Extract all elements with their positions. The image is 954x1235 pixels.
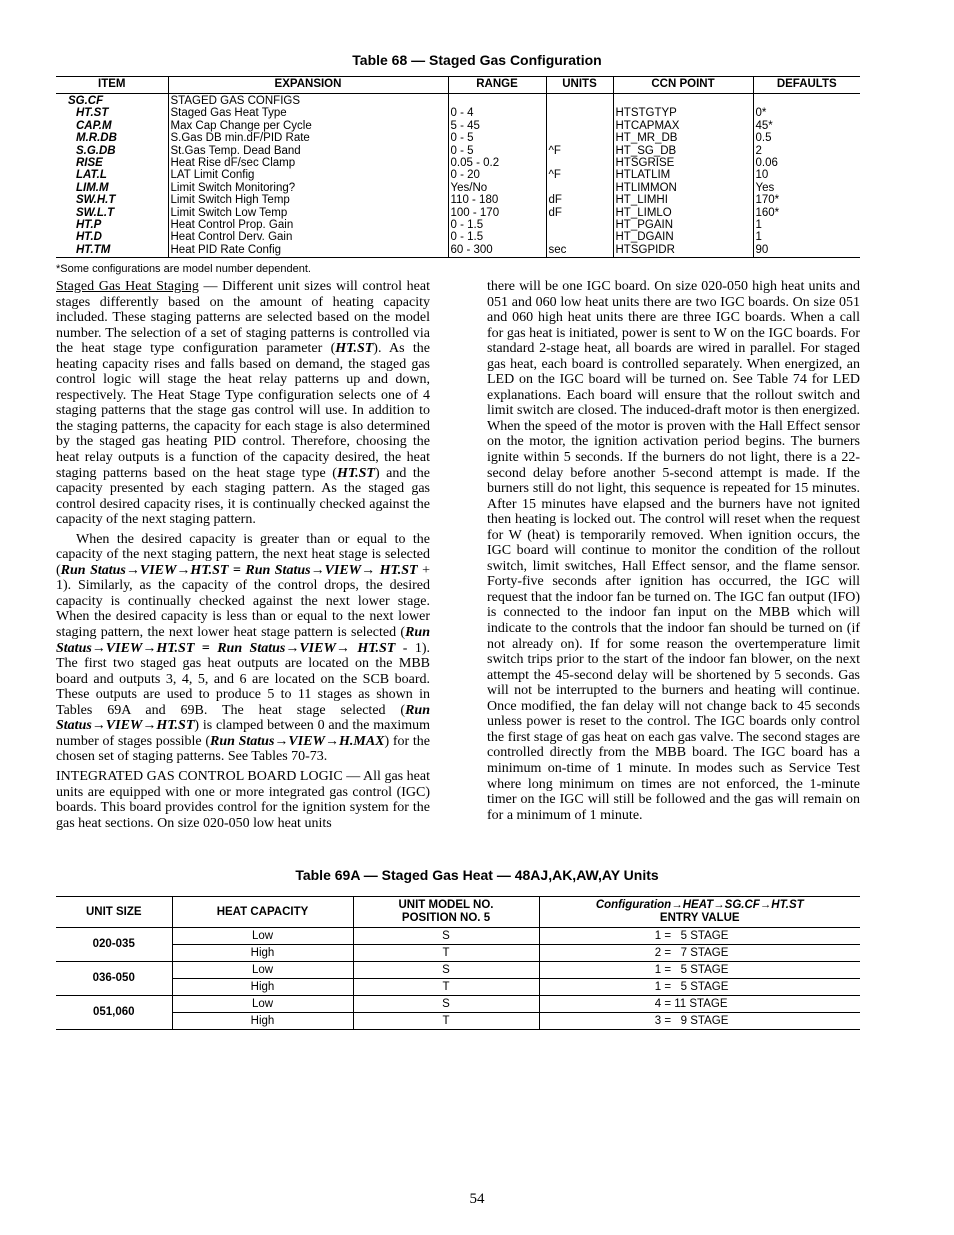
item-code: LIM.M: [76, 181, 109, 194]
header-range: RANGE: [448, 77, 546, 94]
table-row: CAP.M Max Cap Change per Cycle 5 - 45 HTCAPMAX 45*: [56, 120, 860, 132]
table-row: LIM.M Limit Switch Monitoring? Yes/No HTLIMMON Yes: [56, 182, 860, 194]
unit-size-cell: 051,060: [56, 996, 172, 1030]
table-row: 020-035 Low S 1 = 5 STAGE: [56, 928, 860, 945]
paragraph-igc-logic: INTEGRATED GAS CONTROL BOARD LOGIC — All gas heat units are equipped with one or more integrated gas control (IGC) boards. This board provides control for the ignition system for the gas heat sections. On size 020-050 low heat units: [56, 768, 430, 831]
header-entry-value: Configuration→HEAT→SG.CF→HT.ST ENTRY VALUE: [539, 897, 860, 928]
item-code: S.G.DB: [76, 144, 116, 157]
parameter-path: Run Status→VIEW→HT.ST = Run Status→VIEW→ HT.ST: [56, 625, 430, 656]
page-number: 54: [469, 1191, 485, 1207]
table-row: High T 2 = 7 STAGE: [56, 945, 860, 962]
header-defaults: DEFAULTS: [753, 77, 860, 94]
table-68: [56, 76, 860, 258]
parameter-path: Run Status→VIEW→HT.ST: [56, 702, 430, 734]
header-ccn-point: CCN POINT: [613, 77, 753, 94]
unit-size-cell: 020-035: [56, 928, 172, 962]
table-68-header-row: [56, 77, 860, 94]
header-model-position: UNIT MODEL NO. POSITION NO. 5: [353, 897, 539, 928]
item-code: RISE: [76, 157, 103, 170]
item-code: HT.P: [76, 219, 102, 232]
table-row: HT.ST Staged Gas Heat Type 0 - 4 HTSTGTYP 0*: [56, 107, 860, 119]
item-code: HT.TM: [56, 244, 168, 258]
item-code: SW.H.T: [76, 194, 116, 207]
table-row: High T 3 = 9 STAGE: [56, 1013, 860, 1030]
table-68-footnote: *Some configurations are model number dependent.: [56, 263, 311, 275]
table-row: SG.CF STAGED GAS CONFIGS: [56, 94, 860, 108]
table-row: M.R.DB S.Gas DB min.dF/PID Rate 0 - 5 HT_MR_DB 0.5: [56, 132, 860, 144]
table-row: HT.D Heat Control Derv. Gain 0 - 1.5 HT_DGAIN 1: [56, 231, 860, 243]
item-code: HT.ST: [76, 107, 109, 120]
left-text-column: [56, 279, 430, 835]
table-row: 051,060 Low S 4 = 11 STAGE: [56, 996, 860, 1013]
section-heading: Staged Gas Heat Staging: [56, 279, 199, 294]
parameter-ref: HT.ST: [336, 465, 375, 481]
unit-size-cell: 036-050: [56, 962, 172, 996]
table-row: RISE Heat Rise dF/sec Clamp 0.05 - 0.2 HTSGRISE 0.06: [56, 157, 860, 169]
table-row: HT.TM Heat PID Rate Config 60 - 300 sec HTSGPIDR 90: [56, 244, 860, 258]
table-69a-header-row: [56, 897, 860, 928]
item-code: HT.D: [76, 231, 102, 244]
item-code: SG.CF: [68, 95, 104, 107]
parameter-path: Run Status→VIEW→HT.ST = Run Status→VIEW→ HT.ST: [60, 562, 418, 578]
table-68-title: Table 68 — Staged Gas Configuration: [352, 52, 602, 68]
table-row: HT.P Heat Control Prop. Gain 0 - 1.5 HT_PGAIN 1: [56, 219, 860, 231]
parameter-ref: HT.ST: [335, 341, 374, 357]
table-row: 036-050 Low S 1 = 5 STAGE: [56, 962, 860, 979]
right-text-column: [487, 279, 860, 827]
header-item: ITEM: [56, 77, 168, 94]
item-code: SW.L.T: [76, 206, 115, 219]
header-heat-capacity: HEAT CAPACITY: [172, 897, 353, 928]
header-expansion: EXPANSION: [168, 77, 448, 94]
paragraph-igc-continued: there will be one IGC board. On size 020-050 high heat units and 051 and 060 low heat units there are two IGC boards. On size 051 and 060 high heat units there are three IGC boards. When a call for gas heat is initiated, power is sent to W on the IGC boards. For standard 2-stage heat, all boards are wired in parallel. For staged gas heat, each board is controlled separately. When energized, an LED on the IGC board will be turned on. See Table 74 for LED explanations. Each board will ensure that the rollout switch and limit switch are closed. The induced-draft motor is then energized. When the speed of the motor is proven with the Hall Effect sensor on the motor, the ignition activation period begins. The burners ignite within 5 seconds. If the burners do not light, there is a 22-second delay before another 5-second attempt is made. If the burners still do not light, this sequence is repeated for 15 minutes. After 15 minutes have elapsed and the burners have not ignited then heating is locked out. The control will reset when the request for W (heat) is temporarily removed. When ignition occurs, the IGC board will continue to monitor the condition of the rollout switch, limit switches, Hall Effect sensor, and the flame sensor. Forty-five seconds after ignition has occurred, the IGC will request that the indoor fan be turned on. The IGC fan output (IFO) is connected to the indoor fan input on the MBB which will indicate to the controls that the indoor fan should be turned on (if not already on). If for some reason the overtemperature limit switch trips prior to the start of the indoor fan blower, on the next attempt the 45-second delay will be shortened by 5 seconds. Gas will not be interrupted to the burners and heating will continue. Once modified, the fan delay will not change back to 45 seconds unless power is reset to the control. The IGC boards only control the first stage of gas heat on each gas valve. The second stages are controlled directly from the MBB board. The IGC board has a minimum on-time of 1 minute. In modes such as Service Test where long minimum on times are not enforced, the 1-minute timer on the IGC will still be followed and the gas will remain on for a minimum of 1 minute.: [487, 279, 860, 823]
parameter-path: Run Status→VIEW→H.MAX: [210, 733, 385, 749]
item-code: M.R.DB: [76, 132, 117, 145]
item-code: LAT.L: [76, 169, 107, 182]
paragraph-staged-gas-heat-staging: Staged Gas Heat Staging — Different unit sizes will control heat stages differently based on the amount of heating capacity included. These staging patterns are selected based on the model number. The selection of a set of staging patterns is controlled via the heat stage type configuration parameter (HT.ST). As the heating capacity rises and falls based on demand, the staged gas control logic will stage the heat relay patterns up and down, respectively. The Heat Stage Type configuration selects one of 4 staging patterns that the stage gas control will use. In addition to the staging patterns, the capacity for each stage is also determined by the staged gas heating PID control. Therefore, choosing the heat relay outputs is a function of the capacity desired, the heat staging patterns based on the heat stage type (HT.ST) and the capacity presented by each staging pattern. As the staged gas control desired capacity rises, it is continually checked against the capacity of the next staging pattern.: [56, 279, 431, 528]
table-row: LAT.L LAT Limit Config 0 - 20 ^F HTLATLIM 10: [56, 169, 860, 181]
paragraph-stage-selection: When the desired capacity is greater than or equal to the capacity of the next staging pattern, the next heat stage is selected (Run Status→VIEW→HT.ST = Run Status→VIEW→ HT.ST + 1). Similarly, as the capacity of the control drops, the desired capacity is continually checked against the next lower stage. When the desired capacity is less than or equal to the next lower staging pattern, the next lower heat stage pattern is selected (Run Status→VIEW→HT.ST = Run Status→VIEW→ HT.ST - 1). The first two staged gas heat outputs are located on the MBB board and outputs 3, 4, 5, and 6 are located on the SCB board. These outputs are used to produce 5 to 11 stages as shown in Tables 69A and 69B. The heat stage selected (Run Status→VIEW→HT.ST) is clamped between 0 and the maximum number of stages possible (Run Status→VIEW→H.MAX) for the chosen set of staging patterns. See Tables 70-73.: [56, 531, 431, 765]
item-code: CAP.M: [76, 119, 112, 132]
header-units: UNITS: [546, 77, 613, 94]
table-row: SW.L.T Limit Switch Low Temp 100 - 170 dF HT_LIMLO 160*: [56, 207, 860, 219]
table-69a: [56, 896, 860, 1030]
header-unit-size: UNIT SIZE: [56, 897, 172, 928]
table-69a-title: Table 69A — Staged Gas Heat — 48AJ,AK,AW,AY Units: [295, 867, 659, 883]
table-row: S.G.DB St.Gas Temp. Dead Band 0 - 5 ^F HT_SG_DB 2: [56, 145, 860, 157]
table-row: SW.H.T Limit Switch High Temp 110 - 180 dF HT_LIMHI 170*: [56, 194, 860, 206]
table-row: High T 1 = 5 STAGE: [56, 979, 860, 996]
